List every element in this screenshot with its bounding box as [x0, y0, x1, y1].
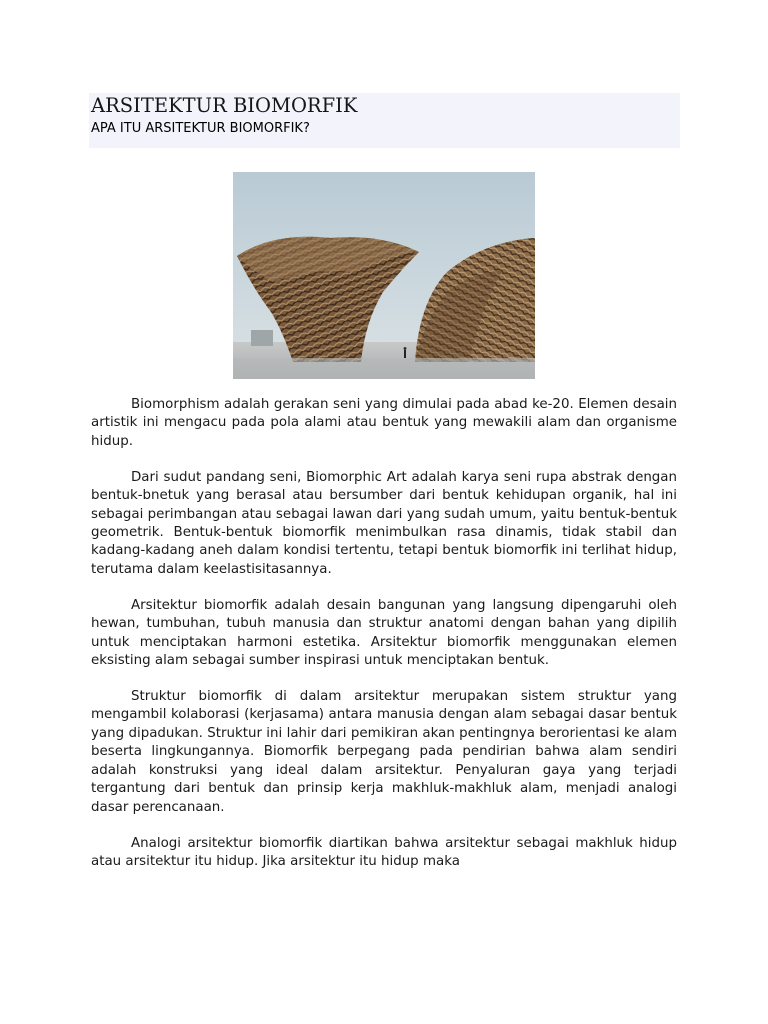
paragraph: Analogi arsitektur biomorfik diartikan bahwa arsitektur sebagai makhluk hidup atau arsitektur itu hidup. Jika arsitektur itu hidup maka — [91, 835, 677, 869]
document-title: ARSITEKTUR BIOMORFIK — [91, 94, 358, 117]
paragraph: Dari sudut pandang seni, Biomorphic Art adalah karya seni rupa abstrak dengan bentuk-bnetuk yang berasal atau bersumber dari bentuk kehidupan organik, hal ini sebagai perimbangan atau sebagai lawan dari yang sudah umum, yaitu bentuk-bentuk geometrik. Bentuk-bentuk biomorfik menimbulkan rasa dinamis, tidak stabil dan kadang-kadang aneh dalam kondisi tertentu, tetapi bentuk biomorfik ini terlihat hidup, terutama dalam keelastisitasannya. — [91, 469, 677, 577]
paragraph: Biomorphism adalah gerakan seni yang dimulai pada abad ke-20. Elemen desain artistik ini mengacu pada pola alami atau bentuk yang mewakili alam dan organisme hidup. — [91, 397, 677, 449]
biomorphic-pavilion-photo-icon — [233, 172, 535, 379]
paragraph: Struktur biomorfik di dalam arsitektur merupakan sistem struktur yang mengambil kolaborasi (kerjasama) antara manusia dengan alam sebagai dasar bentuk yang dipadukan. Struktur ini lahir dari pemikiran akan pentingnya berorientasi ke alam beserta lingkungannya. Biomorfik berpegang pada pendirian bahwa alam sendiri adalah konstruksi yang ideal dalam arsitektur. Penyaluran gaya yang terjadi tergantung dari bentuk dan prinsip kerja makhluk-makhluk alam, menjadi analogi dasar perencanaan. — [91, 689, 677, 815]
paragraph: Arsitektur biomorfik adalah desain bangunan yang langsung dipengaruhi oleh hewan, tumbuhan, tubuh manusia dan struktur anatomi dengan bahan yang dipilih untuk menciptakan harmoni estetika. Arsitektur biomorfik menggunakan elemen eksisting alam sebagai sumber inspirasi untuk menciptakan bentuk. — [91, 597, 677, 669]
document-body — [91, 396, 677, 889]
pavilion-photo — [233, 172, 535, 379]
document-subtitle: APA ITU ARSITEKTUR BIOMORFIK? — [91, 121, 310, 136]
